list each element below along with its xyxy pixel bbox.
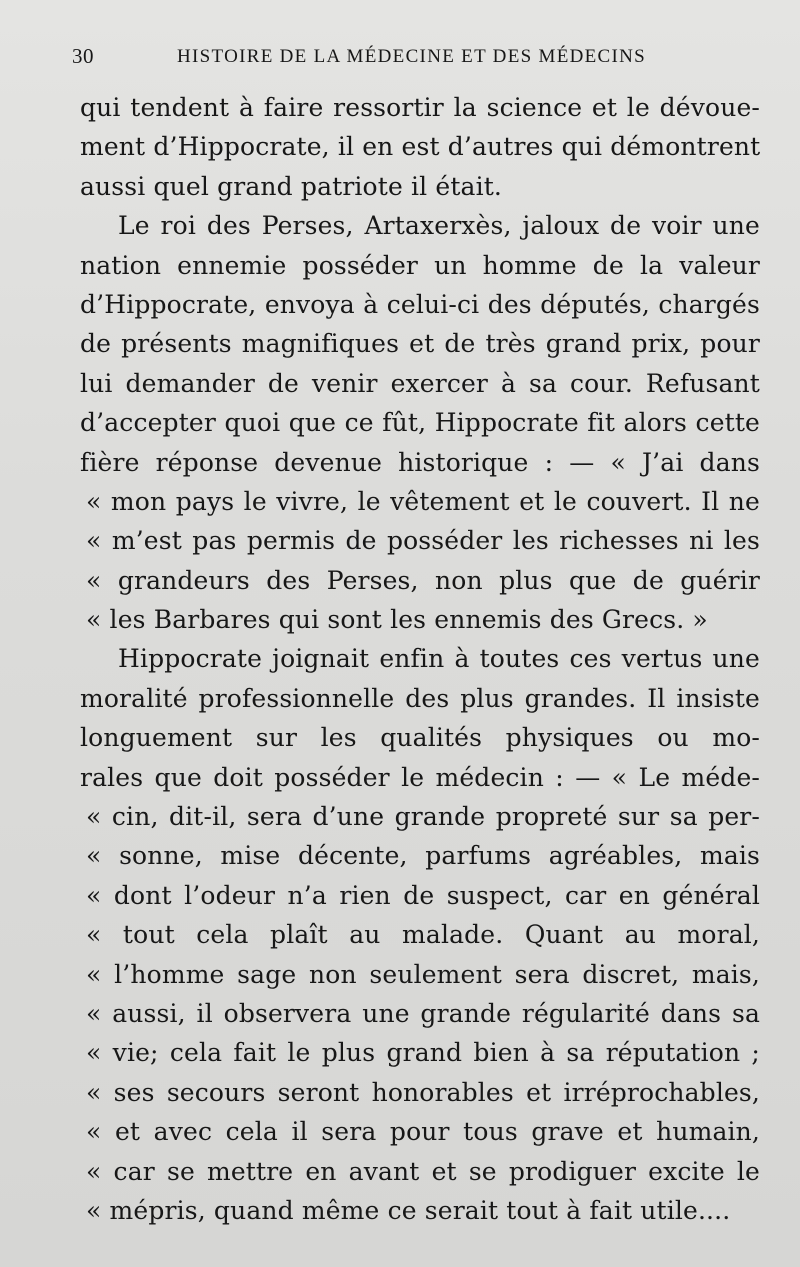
text-line: ment d’Hippocrate, il en est d’autres qui démontrent	[80, 132, 761, 162]
text-line: d’Hippocrate, envoya à celui-ci des députés, chargés	[80, 289, 760, 319]
running-head	[72, 44, 764, 74]
text-line: « tout cela plaît au malade. Quant au moral,	[86, 920, 760, 950]
text-line: nation ennemie posséder un homme de la valeur	[80, 250, 760, 280]
text-line: d’accepter quoi que ce fût, Hippocrate fit alors cette	[80, 408, 760, 438]
body-text	[80, 88, 760, 1228]
text-line: « l’homme sage non seulement sera discret, mais,	[86, 959, 760, 989]
text-line: qui tendent à faire ressortir la science et le dévoue-	[80, 93, 760, 122]
text-line: aussi quel grand patriote il était.	[80, 171, 503, 201]
text-line: Hippocrate joignait enfin à toutes ces vertus une	[118, 644, 760, 674]
text-line: « mépris, quand même ce serait tout à fait utile....	[86, 1195, 731, 1225]
text-line: moralité professionnelle des plus grandes. Il insiste	[80, 683, 760, 713]
text-line: rales que doit posséder le médecin : — « Le méde-	[80, 762, 760, 792]
text-line: « mon pays le vivre, le vêtement et le couvert. Il ne	[86, 486, 760, 516]
text-line: longuement sur les qualités physiques ou mo-	[80, 723, 760, 753]
text-line: « aussi, il observera une grande régularité dans sa	[86, 998, 760, 1028]
text-line: « vie; cela fait le plus grand bien à sa réputation ;	[86, 1038, 760, 1068]
text-line: fière réponse devenue historique : — « J’ai dans	[80, 447, 760, 477]
running-title: HISTOIRE DE LA MÉDECINE ET DES MÉDECINS	[177, 46, 647, 67]
text-line: « car se mettre en avant et se prodiguer excite le	[86, 1156, 760, 1186]
text-line: « les Barbares qui sont les ennemis des Grecs. »	[86, 605, 708, 635]
text-line: Le roi des Perses, Artaxerxès, jaloux de voir une	[118, 211, 760, 241]
text-line: de présents magnifiques et de très grand prix, pour	[80, 329, 760, 359]
text-line: « m’est pas permis de posséder les richesses ni les	[86, 526, 760, 556]
text-line: « sonne, mise décente, parfums agréables, mais	[86, 841, 760, 871]
text-line: « et avec cela il sera pour tous grave et humain,	[86, 1117, 760, 1147]
text-line: « dont l’odeur n’a rien de suspect, car en général	[86, 880, 760, 910]
text-line: « grandeurs des Perses, non plus que de guérir	[86, 565, 760, 595]
text-line: lui demander de venir exercer à sa cour. Refusant	[80, 368, 760, 398]
page-number: 30	[72, 44, 94, 68]
text-line: « ses secours seront honorables et irréprochables,	[86, 1077, 760, 1107]
text-line: « cin, dit-il, sera d’une grande propreté sur sa per-	[86, 802, 760, 832]
